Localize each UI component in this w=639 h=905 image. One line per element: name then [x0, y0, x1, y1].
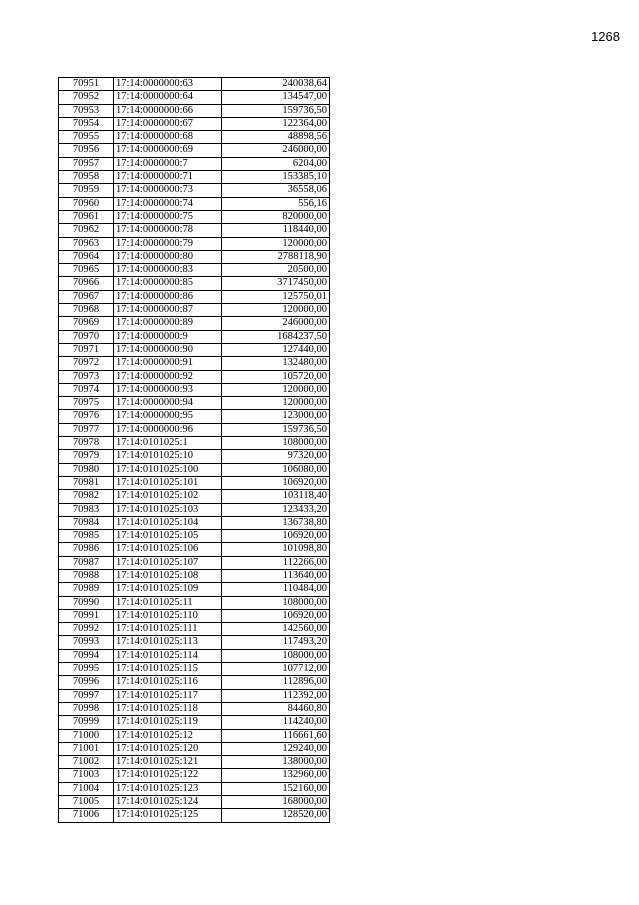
- row-number-cell: 70982: [59, 490, 114, 503]
- cadastral-value-cell: 97320,00: [222, 450, 330, 463]
- cadastral-value-cell: 114240,00: [222, 716, 330, 729]
- row-number-cell: 71004: [59, 782, 114, 795]
- cadastral-number-cell: 17:14:0101025:12: [114, 729, 222, 742]
- table-row: [59, 583, 330, 596]
- table-row: [59, 649, 330, 662]
- cadastral-value-cell: 112266,00: [222, 556, 330, 569]
- table-row: [59, 357, 330, 370]
- cadastral-number-cell: 17:14:0101025:117: [114, 689, 222, 702]
- table-row: [59, 304, 330, 317]
- row-number-cell: 70971: [59, 343, 114, 356]
- cadastral-value-cell: 120000,00: [222, 237, 330, 250]
- table-row: [59, 796, 330, 809]
- row-number-cell: 70961: [59, 210, 114, 223]
- cadastral-number-cell: 17:14:0101025:116: [114, 676, 222, 689]
- table-row: [59, 676, 330, 689]
- cadastral-number-cell: 17:14:0000000:86: [114, 290, 222, 303]
- table-row: [59, 702, 330, 715]
- table-row: [59, 423, 330, 436]
- row-number-cell: 70956: [59, 144, 114, 157]
- table-row: [59, 250, 330, 263]
- cadastral-number-cell: 17:14:0101025:120: [114, 742, 222, 755]
- table-row: [59, 609, 330, 622]
- table-row: [59, 716, 330, 729]
- row-number-cell: 70998: [59, 702, 114, 715]
- cadastral-value-cell: 112392,00: [222, 689, 330, 702]
- row-number-cell: 70974: [59, 383, 114, 396]
- row-number-cell: 70988: [59, 569, 114, 582]
- row-number-cell: 70978: [59, 437, 114, 450]
- cadastral-value-cell: 123433,20: [222, 503, 330, 516]
- table-row: [59, 78, 330, 91]
- table-row: [59, 410, 330, 423]
- row-number-cell: 71000: [59, 729, 114, 742]
- cadastral-value-cell: 125750,01: [222, 290, 330, 303]
- row-number-cell: 70995: [59, 663, 114, 676]
- cadastral-value-cell: 246000,00: [222, 317, 330, 330]
- cadastral-value-cell: 138000,00: [222, 756, 330, 769]
- cadastral-value-cell: 108000,00: [222, 437, 330, 450]
- row-number-cell: 70952: [59, 91, 114, 104]
- row-number-cell: 70967: [59, 290, 114, 303]
- table-row: [59, 516, 330, 529]
- cadastral-value-cell: 107712,00: [222, 663, 330, 676]
- row-number-cell: 70962: [59, 224, 114, 237]
- row-number-cell: 70972: [59, 357, 114, 370]
- cadastral-number-cell: 17:14:0101025:11: [114, 596, 222, 609]
- cadastral-number-cell: 17:14:0101025:107: [114, 556, 222, 569]
- cadastral-value-cell: 36558,06: [222, 184, 330, 197]
- row-number-cell: 70965: [59, 264, 114, 277]
- row-number-cell: 70992: [59, 623, 114, 636]
- cadastral-number-cell: 17:14:0101025:122: [114, 769, 222, 782]
- row-number-cell: 71005: [59, 796, 114, 809]
- row-number-cell: 70953: [59, 104, 114, 117]
- row-number-cell: 70999: [59, 716, 114, 729]
- cadastral-number-cell: 17:14:0000000:90: [114, 343, 222, 356]
- page-number: 1268: [591, 29, 620, 44]
- cadastral-value-cell: 153385,10: [222, 171, 330, 184]
- cadastral-number-cell: 17:14:0000000:75: [114, 210, 222, 223]
- table-row: [59, 290, 330, 303]
- cadastral-number-cell: 17:14:0101025:109: [114, 583, 222, 596]
- table-row: [59, 596, 330, 609]
- row-number-cell: 70996: [59, 676, 114, 689]
- row-number-cell: 70973: [59, 370, 114, 383]
- cadastral-value-cell: 120000,00: [222, 383, 330, 396]
- table-row: [59, 330, 330, 343]
- cadastral-value-cell: 152160,00: [222, 782, 330, 795]
- cadastral-number-cell: 17:14:0000000:7: [114, 157, 222, 170]
- table-row: [59, 742, 330, 755]
- row-number-cell: 70969: [59, 317, 114, 330]
- row-number-cell: 70977: [59, 423, 114, 436]
- row-number-cell: 70960: [59, 197, 114, 210]
- cadastral-number-cell: 17:14:0000000:95: [114, 410, 222, 423]
- cadastral-number-cell: 17:14:0000000:83: [114, 264, 222, 277]
- table-row: [59, 237, 330, 250]
- cadastral-value-cell: 110484,00: [222, 583, 330, 596]
- cadastral-value-cell: 6204,00: [222, 157, 330, 170]
- table-row: [59, 530, 330, 543]
- table-row: [59, 503, 330, 516]
- row-number-cell: 70991: [59, 609, 114, 622]
- cadastral-value-cell: 132480,00: [222, 357, 330, 370]
- cadastral-value-cell: 129240,00: [222, 742, 330, 755]
- table-row: [59, 184, 330, 197]
- cadastral-value-cell: 159736,50: [222, 104, 330, 117]
- cadastral-value-cell: 168000,00: [222, 796, 330, 809]
- cadastral-value-cell: 106920,00: [222, 476, 330, 489]
- cadastral-value-cell: 246000,00: [222, 144, 330, 157]
- row-number-cell: 70964: [59, 250, 114, 263]
- cadastral-number-cell: 17:14:0000000:68: [114, 131, 222, 144]
- cadastral-number-cell: 17:14:0101025:103: [114, 503, 222, 516]
- row-number-cell: 70954: [59, 117, 114, 130]
- table-row: [59, 343, 330, 356]
- cadastral-value-cell: 123000,00: [222, 410, 330, 423]
- cadastral-value-cell: 117493,20: [222, 636, 330, 649]
- row-number-cell: 70979: [59, 450, 114, 463]
- cadastral-number-cell: 17:14:0101025:111: [114, 623, 222, 636]
- cadastral-value-cell: 134547,00: [222, 91, 330, 104]
- row-number-cell: 71003: [59, 769, 114, 782]
- cadastral-number-cell: 17:14:0000000:64: [114, 91, 222, 104]
- cadastral-number-cell: 17:14:0101025:100: [114, 463, 222, 476]
- cadastral-number-cell: 17:14:0101025:104: [114, 516, 222, 529]
- cadastral-number-cell: 17:14:0000000:79: [114, 237, 222, 250]
- table-row: [59, 729, 330, 742]
- cadastral-value-cell: 108000,00: [222, 596, 330, 609]
- cadastral-value-cell: 106920,00: [222, 530, 330, 543]
- cadastral-value-cell: 128520,00: [222, 809, 330, 822]
- cadastral-value-cell: 132960,00: [222, 769, 330, 782]
- row-number-cell: 70980: [59, 463, 114, 476]
- cadastral-value-cell: 120000,00: [222, 397, 330, 410]
- row-number-cell: 70966: [59, 277, 114, 290]
- row-number-cell: 70994: [59, 649, 114, 662]
- table-row: [59, 197, 330, 210]
- table-row: [59, 543, 330, 556]
- cadastral-number-cell: 17:14:0000000:74: [114, 197, 222, 210]
- table-row: [59, 370, 330, 383]
- table-row: [59, 569, 330, 582]
- table-row: [59, 317, 330, 330]
- cadastral-number-cell: 17:14:0000000:71: [114, 171, 222, 184]
- table-row: [59, 383, 330, 396]
- table-row: [59, 157, 330, 170]
- row-number-cell: 70963: [59, 237, 114, 250]
- table-row: [59, 556, 330, 569]
- row-number-cell: 70981: [59, 476, 114, 489]
- table-row: [59, 623, 330, 636]
- row-number-cell: 70975: [59, 397, 114, 410]
- cadastral-number-cell: 17:14:0101025:105: [114, 530, 222, 543]
- row-number-cell: 70970: [59, 330, 114, 343]
- cadastral-number-cell: 17:14:0101025:108: [114, 569, 222, 582]
- table-row: [59, 264, 330, 277]
- table-row: [59, 636, 330, 649]
- table-row: [59, 756, 330, 769]
- cadastral-number-cell: 17:14:0000000:92: [114, 370, 222, 383]
- cadastral-number-cell: 17:14:0101025:114: [114, 649, 222, 662]
- cadastral-value-table: [58, 77, 330, 823]
- cadastral-value-cell: 105720,00: [222, 370, 330, 383]
- row-number-cell: 70976: [59, 410, 114, 423]
- cadastral-value-cell: 84460,80: [222, 702, 330, 715]
- row-number-cell: 70959: [59, 184, 114, 197]
- row-number-cell: 70951: [59, 78, 114, 91]
- cadastral-number-cell: 17:14:0000000:94: [114, 397, 222, 410]
- table-row: [59, 171, 330, 184]
- cadastral-number-cell: 17:14:0000000:96: [114, 423, 222, 436]
- row-number-cell: 70993: [59, 636, 114, 649]
- table-row: [59, 210, 330, 223]
- cadastral-number-cell: 17:14:0101025:10: [114, 450, 222, 463]
- table-row: [59, 131, 330, 144]
- row-number-cell: 70990: [59, 596, 114, 609]
- cadastral-number-cell: 17:14:0101025:1: [114, 437, 222, 450]
- cadastral-value-cell: 112896,00: [222, 676, 330, 689]
- table-row: [59, 224, 330, 237]
- cadastral-value-cell: 108000,00: [222, 649, 330, 662]
- table-row: [59, 490, 330, 503]
- cadastral-value-cell: 118440,00: [222, 224, 330, 237]
- cadastral-number-cell: 17:14:0000000:9: [114, 330, 222, 343]
- cadastral-value-cell: 106080,00: [222, 463, 330, 476]
- cadastral-value-cell: 142560,00: [222, 623, 330, 636]
- table-row: [59, 463, 330, 476]
- cadastral-number-cell: 17:14:0000000:78: [114, 224, 222, 237]
- table-row: [59, 91, 330, 104]
- row-number-cell: 71006: [59, 809, 114, 822]
- row-number-cell: 70957: [59, 157, 114, 170]
- cadastral-value-cell: 103118,40: [222, 490, 330, 503]
- table-row: [59, 809, 330, 822]
- row-number-cell: 71001: [59, 742, 114, 755]
- cadastral-number-cell: 17:14:0000000:80: [114, 250, 222, 263]
- cadastral-value-cell: 3717450,00: [222, 277, 330, 290]
- cadastral-number-cell: 17:14:0000000:63: [114, 78, 222, 91]
- cadastral-number-cell: 17:14:0000000:87: [114, 304, 222, 317]
- cadastral-value-cell: 820000,00: [222, 210, 330, 223]
- cadastral-number-cell: 17:14:0101025:124: [114, 796, 222, 809]
- cadastral-number-cell: 17:14:0101025:101: [114, 476, 222, 489]
- cadastral-number-cell: 17:14:0101025:119: [114, 716, 222, 729]
- table-row: [59, 689, 330, 702]
- row-number-cell: 70989: [59, 583, 114, 596]
- cadastral-value-cell: 240038,64: [222, 78, 330, 91]
- row-number-cell: 70985: [59, 530, 114, 543]
- cadastral-number-cell: 17:14:0101025:123: [114, 782, 222, 795]
- cadastral-number-cell: 17:14:0000000:85: [114, 277, 222, 290]
- row-number-cell: 70983: [59, 503, 114, 516]
- cadastral-number-cell: 17:14:0000000:69: [114, 144, 222, 157]
- cadastral-value-cell: 556,16: [222, 197, 330, 210]
- cadastral-number-cell: 17:14:0000000:91: [114, 357, 222, 370]
- cadastral-value-cell: 48898,56: [222, 131, 330, 144]
- cadastral-number-cell: 17:14:0101025:121: [114, 756, 222, 769]
- cadastral-value-cell: 2788118,90: [222, 250, 330, 263]
- cadastral-value-cell: 1684237,50: [222, 330, 330, 343]
- cadastral-number-cell: 17:14:0000000:66: [114, 104, 222, 117]
- cadastral-number-cell: 17:14:0101025:118: [114, 702, 222, 715]
- cadastral-value-cell: 20500,00: [222, 264, 330, 277]
- row-number-cell: 70997: [59, 689, 114, 702]
- cadastral-value-cell: 106920,00: [222, 609, 330, 622]
- table-row: [59, 117, 330, 130]
- cadastral-value-cell: 122364,00: [222, 117, 330, 130]
- cadastral-value-cell: 136738,80: [222, 516, 330, 529]
- cadastral-number-cell: 17:14:0101025:106: [114, 543, 222, 556]
- table-row: [59, 437, 330, 450]
- cadastral-number-cell: 17:14:0000000:67: [114, 117, 222, 130]
- cadastral-number-cell: 17:14:0101025:125: [114, 809, 222, 822]
- table-row: [59, 397, 330, 410]
- row-number-cell: 71002: [59, 756, 114, 769]
- cadastral-number-cell: 17:14:0101025:110: [114, 609, 222, 622]
- cadastral-value-cell: 116661,60: [222, 729, 330, 742]
- cadastral-number-cell: 17:14:0000000:93: [114, 383, 222, 396]
- cadastral-value-cell: 113640,00: [222, 569, 330, 582]
- cadastral-number-cell: 17:14:0000000:73: [114, 184, 222, 197]
- cadastral-value-cell: 127440,00: [222, 343, 330, 356]
- cadastral-number-cell: 17:14:0101025:102: [114, 490, 222, 503]
- row-number-cell: 70958: [59, 171, 114, 184]
- row-number-cell: 70987: [59, 556, 114, 569]
- row-number-cell: 70955: [59, 131, 114, 144]
- cadastral-value-cell: 101098,80: [222, 543, 330, 556]
- cadastral-value-cell: 159736,50: [222, 423, 330, 436]
- row-number-cell: 70986: [59, 543, 114, 556]
- table-body: [59, 78, 330, 823]
- cadastral-value-cell: 120000,00: [222, 304, 330, 317]
- cadastral-number-cell: 17:14:0101025:113: [114, 636, 222, 649]
- table-row: [59, 782, 330, 795]
- cadastral-number-cell: 17:14:0000000:89: [114, 317, 222, 330]
- row-number-cell: 70968: [59, 304, 114, 317]
- table-row: [59, 476, 330, 489]
- table-row: [59, 144, 330, 157]
- table-row: [59, 450, 330, 463]
- row-number-cell: 70984: [59, 516, 114, 529]
- table-row: [59, 663, 330, 676]
- cadastral-number-cell: 17:14:0101025:115: [114, 663, 222, 676]
- table-row: [59, 769, 330, 782]
- table-row: [59, 104, 330, 117]
- table-row: [59, 277, 330, 290]
